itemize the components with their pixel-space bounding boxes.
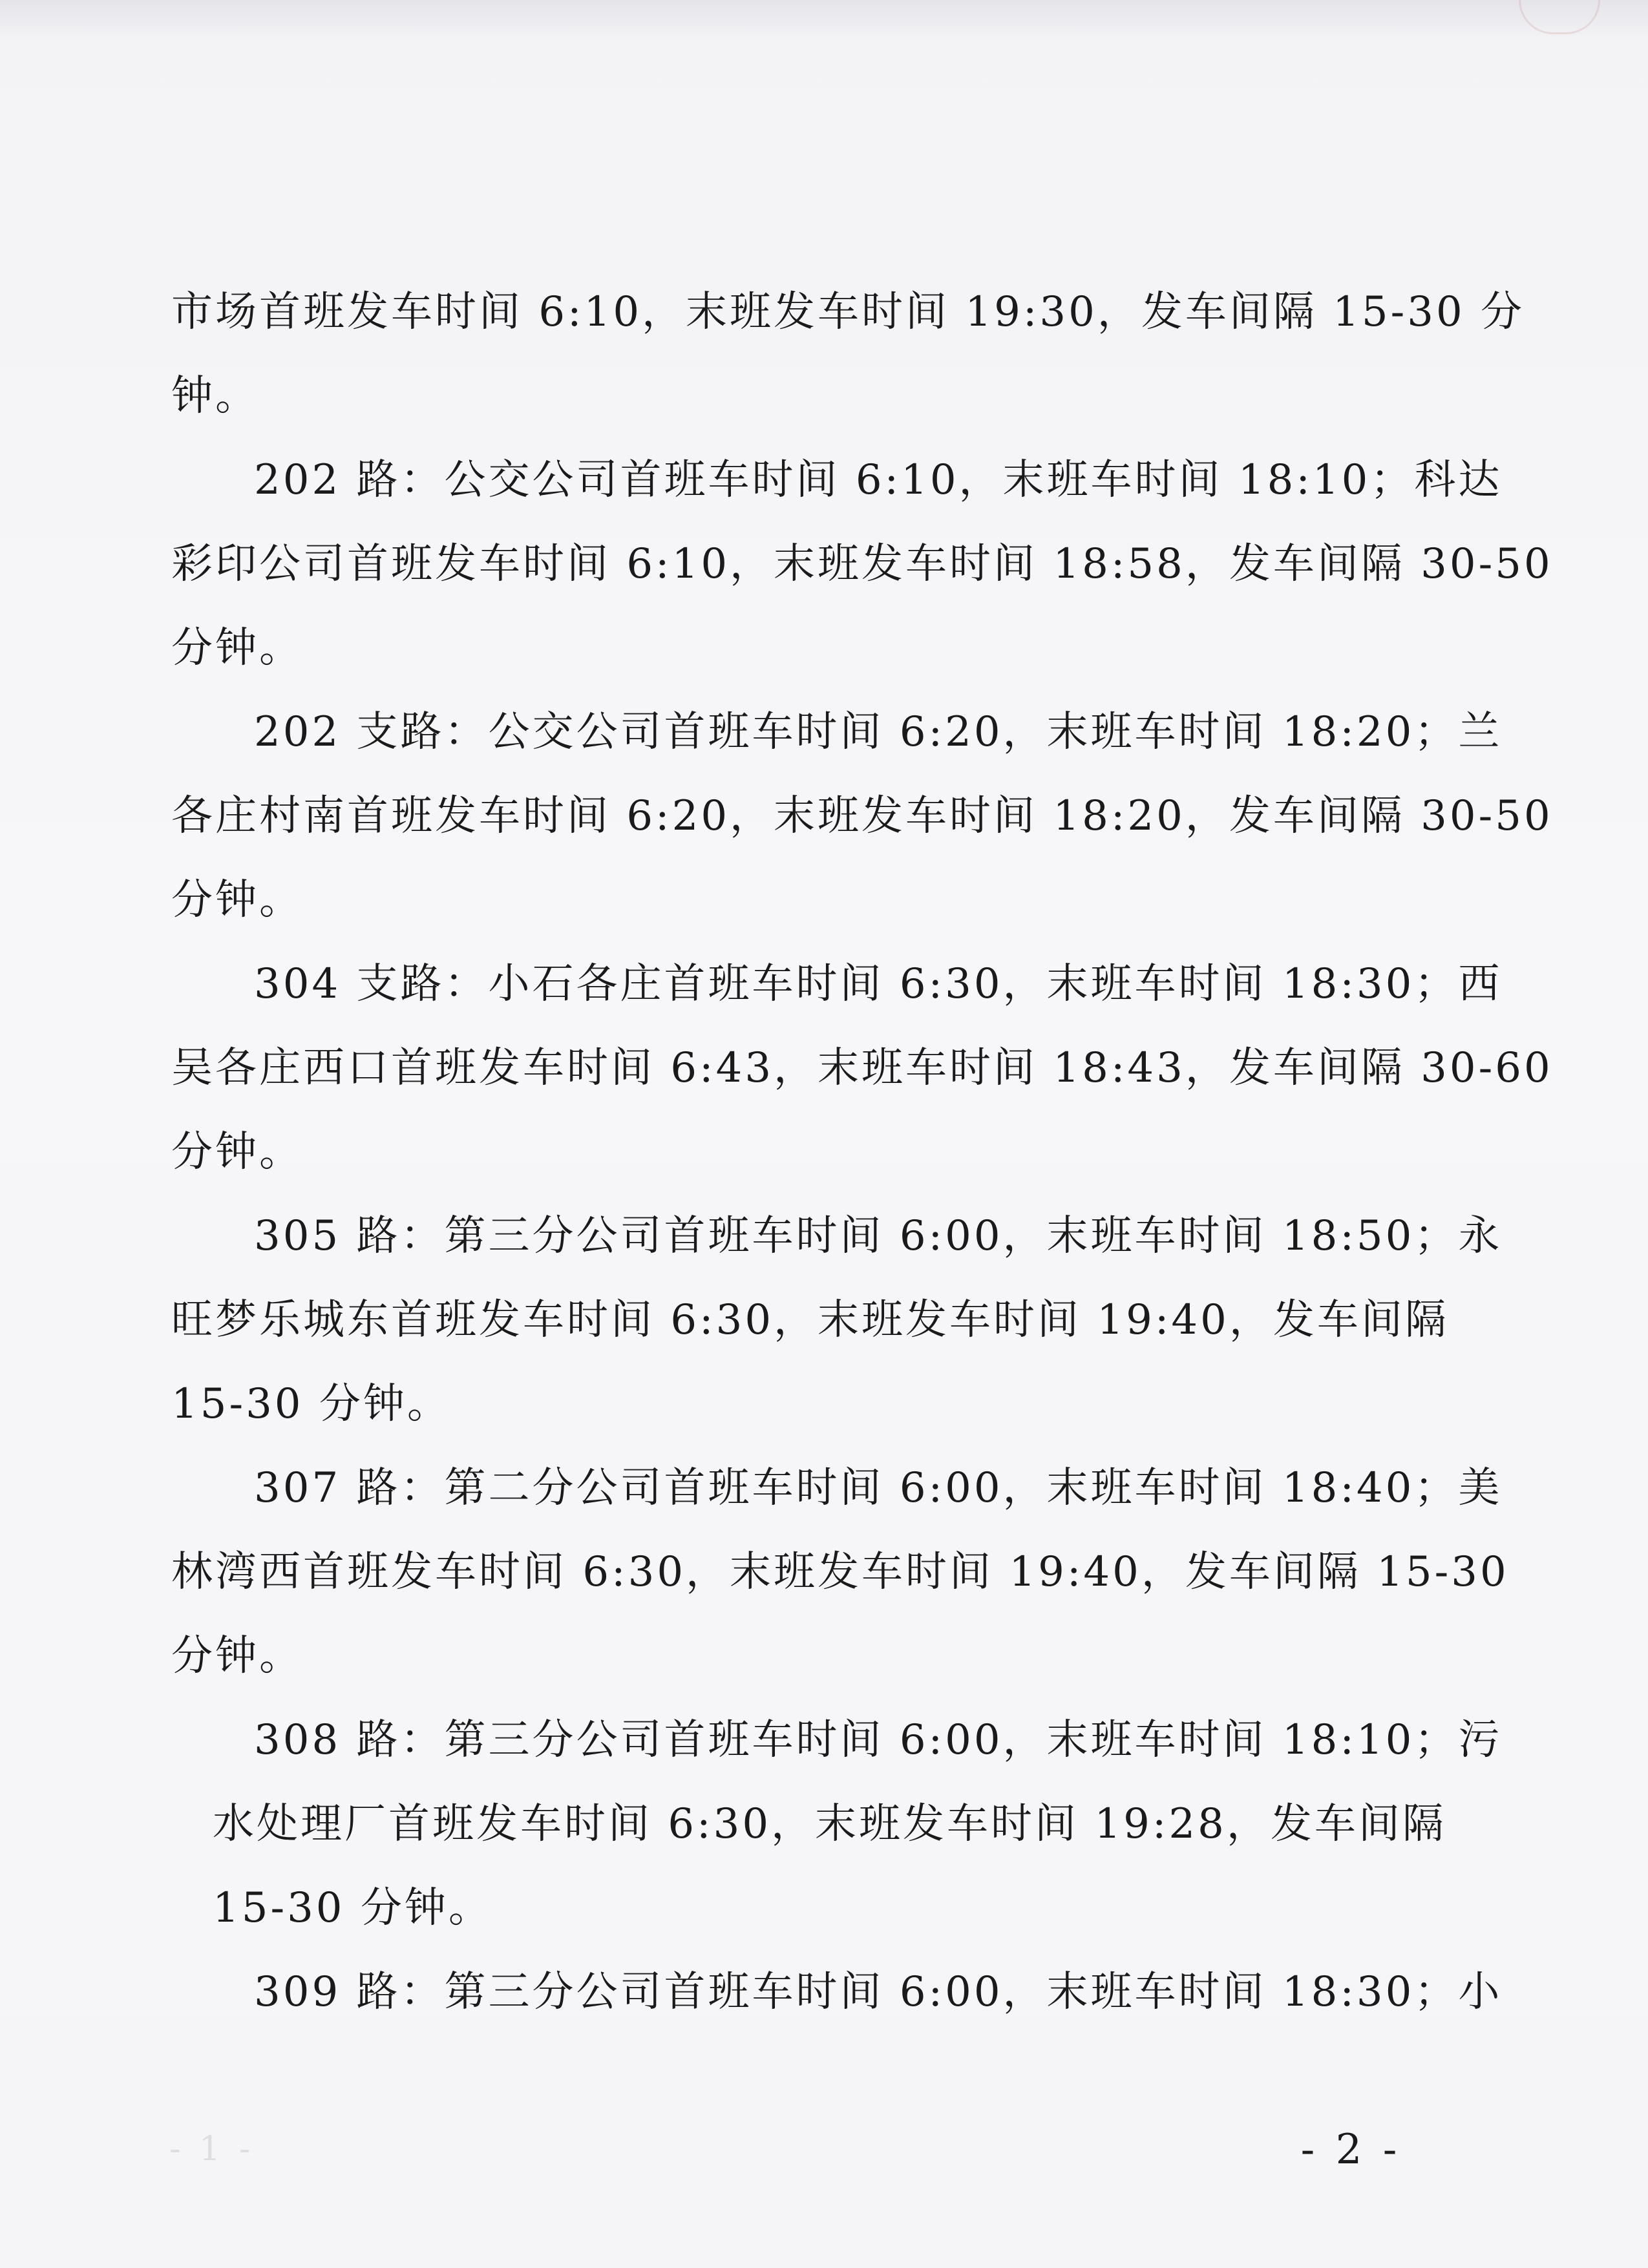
paragraph-route-202-branch: 202 支路：公交公司首班车时间 6:20，末班车时间 18:20；兰 (254, 708, 1503, 756)
document-body (171, 270, 1553, 2034)
paragraph-route-308: 308 路：第三分公司首班车时间 6:00，末班车时间 18:10；污 (254, 1716, 1503, 1764)
paragraph-route-202: 202 路：公交公司首班车时间 6:10，末班车时间 18:10；科达 (254, 456, 1503, 504)
scan-edge-shadow (0, 0, 1648, 39)
paragraph-route-309: 309 路：第三分公司首班车时间 6:00，末班车时间 18:30；小 (254, 1968, 1503, 2016)
page-number: - 2 - (1300, 2126, 1401, 2174)
text-line: 旺梦乐城东首班发车时间 6:30，末班发车时间 19:40，发车间隔 (171, 1296, 1449, 1344)
paragraph-route-305: 305 路：第三分公司首班车时间 6:00，末班车时间 18:50；永 (254, 1212, 1503, 1260)
text-line: 彩印公司首班发车时间 6:10，末班发车时间 18:58，发车间隔 30-50 (171, 540, 1553, 588)
paragraph-route-304-branch: 304 支路：小石各庄首班车时间 6:30，末班车时间 18:30；西 (254, 960, 1503, 1008)
ghost-page-number: - 1 - (169, 2130, 255, 2168)
paragraph-route-307: 307 路：第二分公司首班车时间 6:00，末班车时间 18:40；美 (254, 1464, 1503, 1512)
text-line: 15-30 分钟。 (213, 1884, 492, 1932)
text-line: 分钟。 (171, 1128, 303, 1176)
text-line: 市场首班发车时间 6:10，末班发车时间 19:30，发车间隔 15-30 分 (171, 288, 1525, 336)
text-line: 分钟。 (171, 1632, 303, 1680)
text-line: 各庄村南首班发车时间 6:20，末班发车时间 18:20，发车间隔 30-50 (171, 792, 1553, 840)
text-line: 吴各庄西口首班发车时间 6:43，末班车时间 18:43，发车间隔 30-60 (171, 1044, 1553, 1092)
text-line: 分钟。 (171, 624, 303, 672)
text-line: 15-30 分钟。 (171, 1380, 451, 1428)
text-line: 水处理厂首班发车时间 6:30，末班发车时间 19:28，发车间隔 (213, 1800, 1446, 1848)
text-line: 钟。 (171, 372, 259, 420)
text-line: 分钟。 (171, 876, 303, 924)
text-line: 林湾西首班发车时间 6:30，末班发车时间 19:40，发车间隔 15-30 (171, 1548, 1509, 1596)
